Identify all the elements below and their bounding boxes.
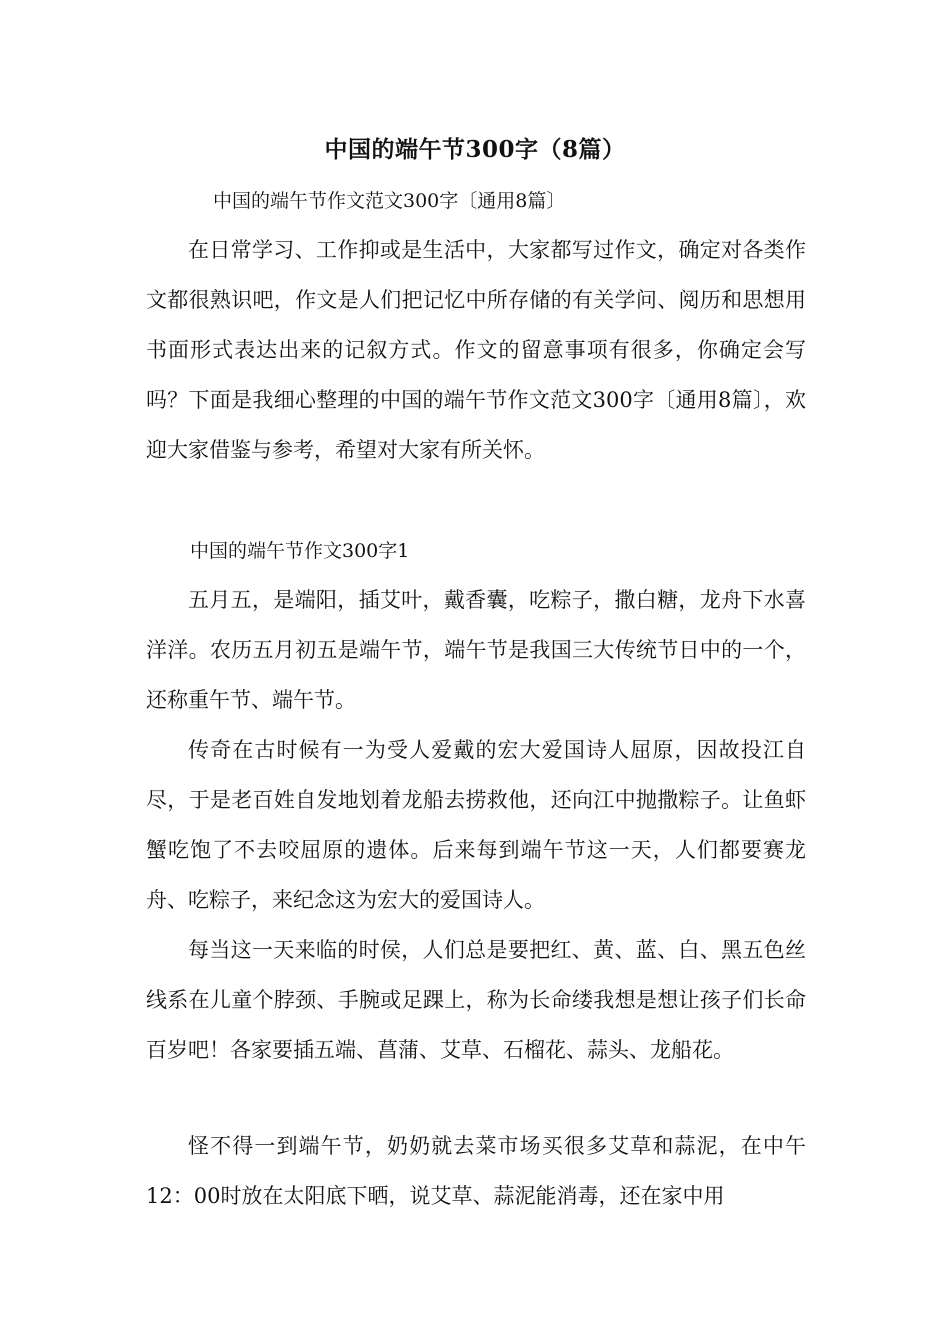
body-paragraph-2: 传奇在古时候有一为受人爱戴的宏大爱国诗人屈原，因故投江自尽，于是老百姓自发地划着龙船去捞救他，还向江中抛撒粽子。让鱼虾蟹吃饱了不去咬屈原的遗体。后来每到端午节这一天，人们都要赛龙舟、吃粽子，来纪念这为宏大的爱国诗人。 <box>146 738 806 912</box>
body-paragraph-3: 每当这一天来临的时侯，人们总是要把红、黄、蓝、白、黑五色丝线系在儿童个脖颈、手腕或足踝上，称为长命缕我想是想让孩子们长命百岁吧！各家要插五端、菖蒲、艾草、石榴花、蒜头、龙船花。 <box>146 938 806 1062</box>
intro-paragraph: 在日常学习、工作抑或是生活中，大家都写过作文，确定对各类作文都很熟识吧，作文是人们把记忆中所存储的有关学问、阅历和思想用书面形式表达出来的记叙方式。作文的留意事项有很多，你确定会写吗？下面是我细心整理的中国的端午节作文范文300字〔通用8篇〕，欢迎大家借鉴与参考，希望对大家有所关怀。 <box>146 238 806 462</box>
section-heading: 中国的端午节作文300字1 <box>190 540 410 562</box>
body-paragraph-4: 怪不得一到端午节，奶奶就去菜市场买很多艾草和蒜泥，在中午12：00时放在太阳底下晒，说艾草、蒜泥能消毒，还在家中用 <box>146 1134 806 1208</box>
document-subtitle: 中国的端午节作文范文300字〔通用8篇〕 <box>213 190 566 212</box>
document-title: 中国的端午节300字（8篇） <box>324 136 626 163</box>
body-paragraph-1: 五月五，是端阳，插艾叶，戴香囊，吃粽子，撒白糖，龙舟下水喜洋洋。农历五月初五是端午节，端午节是我国三大传统节日中的一个，还称重午节、端午节。 <box>146 588 806 712</box>
